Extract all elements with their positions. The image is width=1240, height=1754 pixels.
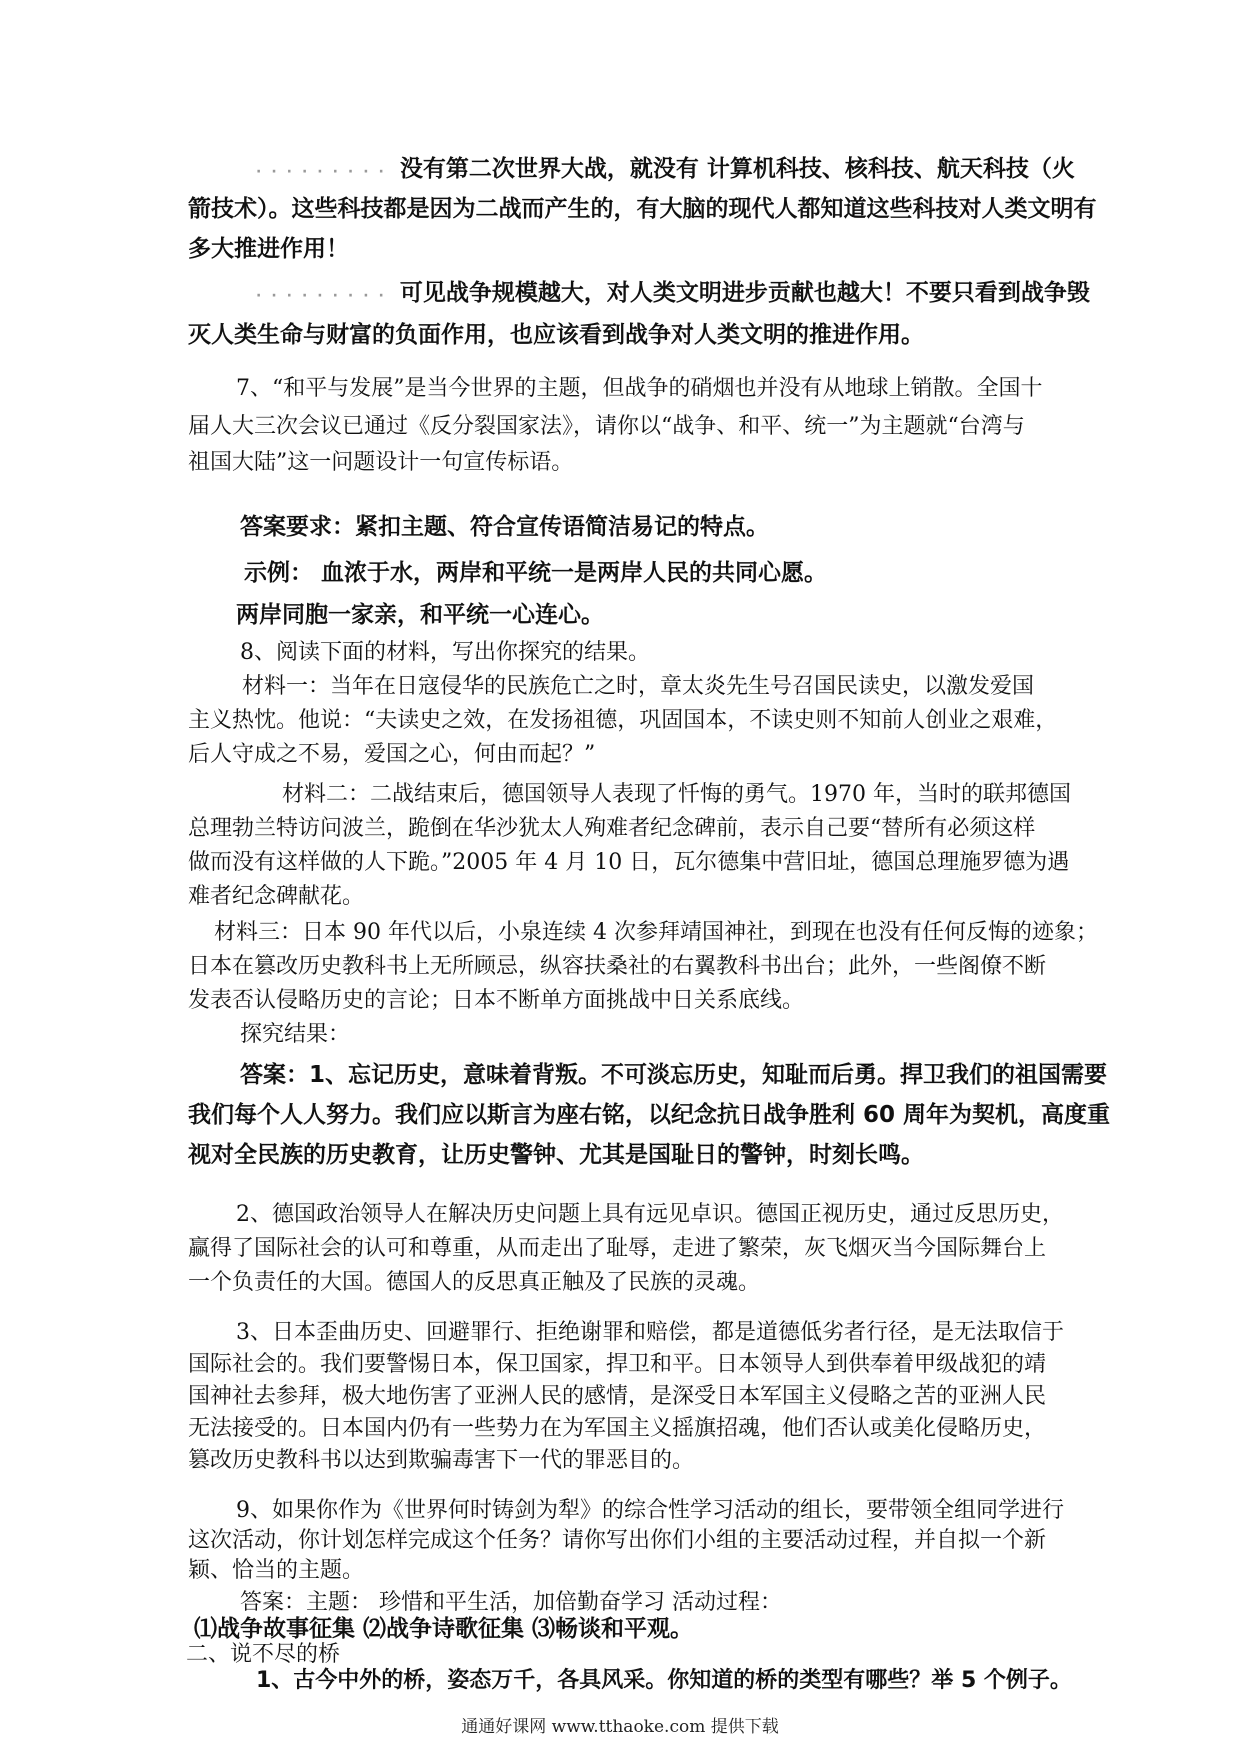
- q8-material1-line3: 后人守成之不易，爱国之心，何由而起？”: [188, 742, 596, 767]
- q9-line2: 这次活动，你计划怎样完成这个任务？请你写出你们小组的主要活动过程，并自拟一个新: [188, 1528, 1047, 1553]
- page-footer: 通通好课网 www.tthaoke.com 提供下载: [461, 1717, 779, 1737]
- q8-material2-line3: 做而没有这样做的人下跪。”2005 年 4 月 10 日，瓦尔德集中营旧址，德国总理施罗德为遇: [188, 850, 1070, 875]
- section2-title: 二、说不尽的桥: [186, 1642, 341, 1667]
- q8-material2-line4: 难者纪念碑献花。: [188, 884, 365, 909]
- q8-title: 8、阅读下面的材料，写出你探究的结果。: [240, 640, 650, 665]
- q8-answer3-line5: 篡改历史教科书以达到欺骗毒害下一代的罪恶目的。: [188, 1448, 695, 1473]
- q8-material2-line2: 总理勃兰特访问波兰，跪倒在华沙犹太人殉难者纪念碑前，表示自己要“替所有必须这样: [188, 816, 1036, 841]
- q8-answer3-line2: 国际社会的。我们要警惕日本，保卫国家，捍卫和平。日本领导人到供奉着甲级战犯的靖: [188, 1352, 1047, 1377]
- q8-answer3-line4: 无法接受的。日本国内仍有一些势力在为军国主义摇旗招魂，他们否认或美化侵略历史，: [188, 1416, 1047, 1441]
- q8-material3-line1: 材料三：日本 90 年代以后，小泉连续 4 次参拜靖国神社，到现在也没有任何反悔的迹象；: [214, 920, 1098, 945]
- q7-example-1: 示例： 血浓于水，两岸和平统一是两岸人民的共同心愿。: [244, 560, 828, 586]
- q7-answer-requirement: 答案要求：紧扣主题、符合宣传语简洁易记的特点。: [240, 514, 769, 540]
- dot-leader: ·········: [256, 164, 394, 180]
- p2-line1: [256, 276, 1090, 313]
- p2-line1-text: 可见战争规模越大，对人类文明进步贡献也越大！不要只看到战争毁: [399, 280, 1090, 306]
- q8-material1-line1: 材料一：当年在日寇侵华的民族危亡之时，章太炎先生号召国民读史，以激发爱国: [242, 674, 1035, 699]
- p1-line2: 箭技术）。这些科技都是因为二战而产生的，有大脑的现代人都知道这些科技对人类文明有: [188, 196, 1097, 222]
- q7-line2: 届人大三次会议已通过《反分裂国家法》，请你以“战争、和平、统一”为主题就“台湾与: [188, 414, 1025, 439]
- q7-example-2: 两岸同胞一家亲，和平统一心连心。: [236, 602, 604, 628]
- q8-answer1-line2: 我们每个人人努力。我们应以斯言为座右铭，以纪念抗日战争胜利 60 周年为契机，高度重: [188, 1102, 1111, 1128]
- q8-answer3-line3: 国神社去参拜，极大地伤害了亚洲人民的感情，是深受日本军国主义侵略之苦的亚洲人民: [188, 1384, 1047, 1409]
- q8-answer2-line2: 赢得了国际社会的认可和尊重，从而走出了耻辱，走进了繁荣，灰飞烟灭当今国际舞台上: [188, 1236, 1047, 1261]
- section2-question1: 1、古今中外的桥，姿态万千，各具风采。你知道的桥的类型有哪些？举 5 个例子。: [256, 1668, 1072, 1693]
- q9-answer-line2: ⑴战争故事征集 ⑵战争诗歌征集 ⑶畅谈和平观。: [194, 1616, 694, 1642]
- p1-line1: [256, 152, 1075, 189]
- q8-result-label: 探究结果：: [240, 1022, 351, 1047]
- q9-line3: 颖、恰当的主题。: [188, 1558, 365, 1583]
- q8-material1-line2: 主义热忱。他说：“夫读史之效，在发扬祖德，巩固国本，不读史则不知前人创业之艰难，: [188, 708, 1058, 733]
- p1-line3: 多大推进作用！: [188, 236, 349, 262]
- dot-leader: ·········: [256, 288, 394, 304]
- q8-answer2-line3: 一个负责任的大国。德国人的反思真正触及了民族的灵魂。: [188, 1270, 761, 1295]
- q8-answer1-line1: 答案：1、忘记历史，意味着背叛。不可淡忘历史，知耻而后勇。捍卫我们的祖国需要: [240, 1062, 1108, 1088]
- q8-answer2-line1: 2、德国政治领导人在解决历史问题上具有远见卓识。德国正视历史，通过反思历史，: [236, 1202, 1064, 1227]
- q8-answer1-line3: 视对全民族的历史教育，让历史警钟、尤其是国耻日的警钟，时刻长鸣。: [188, 1142, 924, 1168]
- p2-line2: 灭人类生命与财富的负面作用，也应该看到战争对人类文明的推进作用。: [188, 322, 924, 348]
- q9-line1: 9、如果你作为《世界何时铸剑为犁》的综合性学习活动的组长，要带领全组同学进行: [236, 1498, 1064, 1523]
- q8-material2-line1: 材料二：二战结束后，德国领导人表现了忏悔的勇气。1970 年，当时的联邦德国: [282, 782, 1071, 807]
- q8-material3-line3: 发表否认侵略历史的言论；日本不断单方面挑战中日关系底线。: [188, 988, 805, 1013]
- q9-answer-line1: 答案：主题： 珍惜和平生活，加倍勤奋学习 活动过程：: [240, 1590, 782, 1615]
- q8-answer3-line1: 3、日本歪曲历史、回避罪行、拒绝谢罪和赔偿，都是道德低劣者行径，是无法取信于: [236, 1320, 1064, 1345]
- q7-line1: 7、“和平与发展”是当今世界的主题，但战争的硝烟也并没有从地球上销散。全国十: [236, 376, 1043, 401]
- p1-line1-text: 没有第二次世界大战，就没有 计算机科技、核科技、航天科技（火: [399, 156, 1075, 182]
- q7-line3: 祖国大陆”这一问题设计一句宣传标语。: [188, 450, 574, 475]
- q8-material3-line2: 日本在篡改历史教科书上无所顾忌，纵容扶桑社的右翼教科书出台；此外，一些阁僚不断: [188, 954, 1047, 979]
